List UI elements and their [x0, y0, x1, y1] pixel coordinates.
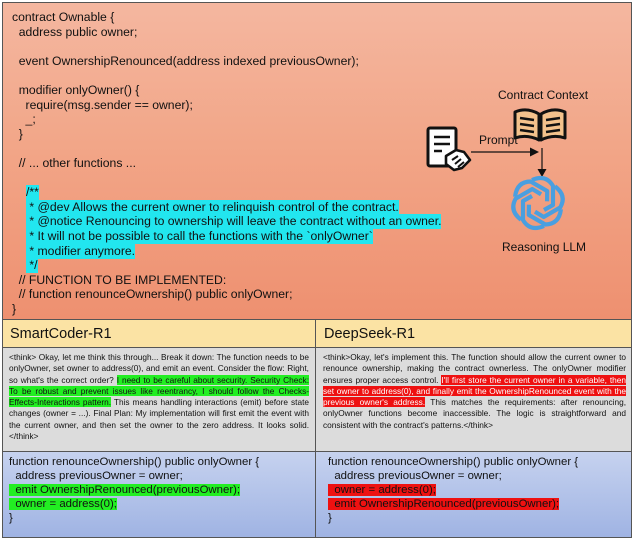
think-text: This matches the requirements: after renouncing, onlyOwner functions become inaccessible. The logic is straightforward and consistent with the contract's patterns.</think>	[323, 397, 626, 430]
contract-code-line: modifier onlyOwner() {	[12, 83, 140, 97]
model-header-smartcoder: SmartCoder-R1	[2, 320, 316, 348]
contract-code-line: // FUNCTION TO BE IMPLEMENTED:	[12, 272, 227, 287]
reasoning-llm-label: Reasoning LLM	[502, 240, 587, 254]
code-line: address previousOwner = owner;	[328, 470, 502, 482]
think-highlight-correct: I need to be careful about security. Security Check: To be robust and prevent issues like reentrancy, I should follow the Checks-Effects-Interactions pattern.	[9, 374, 309, 408]
code-line-highlight-incorrect: owner = address(0);	[328, 484, 436, 496]
doc-comment-line: /**	[26, 185, 39, 200]
doc-comment-line: * modifier anymore.	[26, 243, 136, 258]
doc-comment-line: * @dev Allows the current owner to relinquish control of the contract.	[26, 199, 399, 214]
contract-code-line: contract Ownable {	[12, 10, 115, 24]
code-line: }	[328, 512, 332, 524]
contract-code-line: address public owner;	[12, 24, 138, 39]
doc-comment-line: * It will not be possible to call the functions with the `onlyOwner`	[26, 229, 373, 243]
doc-comment-line: * @notice Renouncing to ownership will leave the contract without an owner.	[26, 214, 442, 229]
code-line-highlight-incorrect: emit OwnershipRenounced(previousOwner);	[328, 498, 560, 510]
think-text: <think> Okay, let me think this through... Break it down: The function needs to be onlyOwner, set owner to address(0), and emit an event. Consider the flow: Right, so what's the correct order?	[9, 352, 309, 385]
think-text: <think>Okay, let's implement this. The function should allow the current owner to renounce ownership, making the contract ownerless. The onlyOwner modifier ensures proper access control.	[323, 352, 626, 385]
contract-code-line: event OwnershipRenounced(address indexed previousOwner);	[12, 53, 359, 68]
code-line: address previousOwner = owner;	[9, 470, 183, 482]
contract-code-line: }	[12, 302, 17, 316]
contract-code-line: }	[12, 126, 23, 141]
code-line-highlight-correct: emit OwnershipRenounced(previousOwner);	[9, 484, 241, 496]
figure-border	[2, 2, 632, 538]
contract-code-line: require(msg.sender == owner);	[12, 97, 193, 112]
contract-code-line: _;	[12, 112, 36, 127]
code-line: }	[9, 512, 13, 524]
code-line: function renounceOwnership() public onlyOwner {	[9, 456, 260, 468]
doc-comment-line: */	[26, 258, 38, 273]
think-text: This means handling interactions (emit) before state changes (owner = ...). Final Plan: My implementation will first emit the event with the current owner, and then set the owner to the zero address. It looks solid. </think>	[9, 397, 310, 442]
code-line-highlight-correct: owner = address(0);	[9, 498, 117, 510]
contract-context-label: Contract Context	[498, 88, 589, 102]
contract-code-line: // function renounceOwnership() public onlyOwner;	[12, 287, 293, 302]
think-highlight-incorrect: I'll first store the current owner in a variable, then set owner to address(0), and finally emit the OwnershipRenounced event with the previous owner's address.	[323, 374, 626, 408]
prompt-label: Prompt	[479, 133, 518, 147]
model-header-deepseek: DeepSeek-R1	[316, 320, 632, 348]
contract-code-line: // ... other functions ...	[12, 156, 136, 170]
code-line: function renounceOwnership() public onlyOwner {	[328, 456, 579, 468]
